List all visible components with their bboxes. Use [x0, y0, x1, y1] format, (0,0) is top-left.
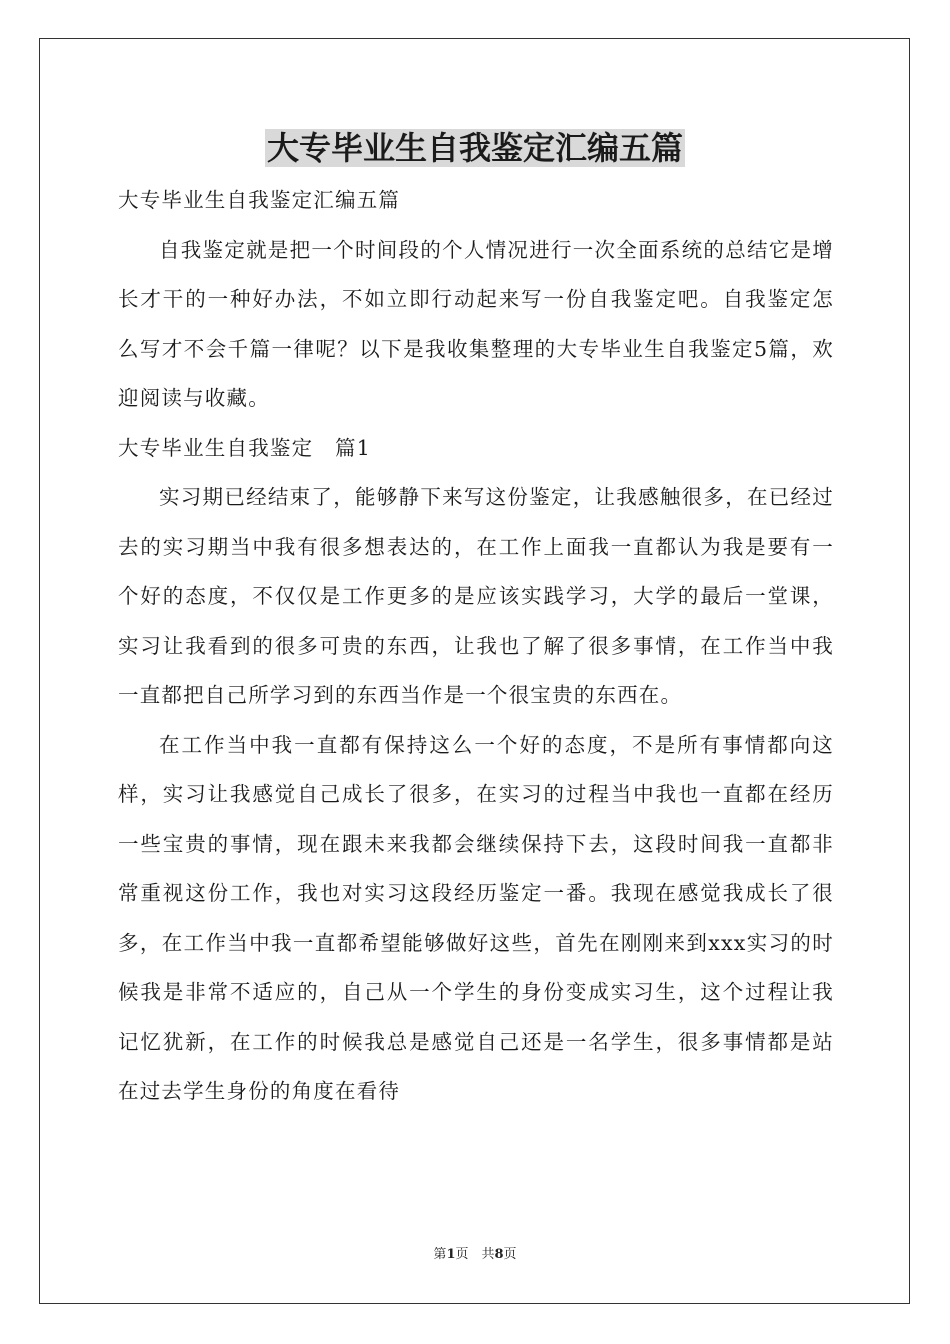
document-title	[0, 126, 950, 170]
footer-suffix: 页	[503, 1247, 517, 1262]
body-paragraph: 实习期已经结束了，能够静下来写这份鉴定，让我感触很多，在已经过去的实习期当中我有很多想表达的，在工作上面我一直都认为我是要有一个好的态度，不仅仅是工作更多的是应该实践学习，大学的最后一堂课，实习让我看到的很多可贵的东西，让我也了解了很多事情，在工作当中我一直都把自己所学习到的东西当作是一个很宝贵的东西在。	[118, 485, 834, 707]
footer-mid: 页 共	[455, 1247, 495, 1262]
footer-total-pages: 8	[494, 1247, 504, 1262]
page-footer	[0, 1246, 950, 1264]
intro-paragraph: 自我鉴定就是把一个时间段的个人情况进行一次全面系统的总结它是增长才干的一种好办法，不如立即行动起来写一份自我鉴定吧。自我鉴定怎么写才不会千篇一律呢？以下是我收集整理的大专毕业生自我鉴定5篇，欢迎阅读与收藏。	[118, 237, 834, 410]
document-subtitle: 大专毕业生自我鉴定汇编五篇	[118, 188, 401, 212]
footer-prefix: 第	[433, 1247, 447, 1262]
document-title-text: 大专毕业生自我鉴定汇编五篇	[266, 129, 683, 167]
footer-page-number: 1	[446, 1247, 456, 1262]
document-body	[118, 176, 834, 1117]
body-paragraph: 在工作当中我一直都有保持这么一个好的态度，不是所有事情都向这样，实习让我感觉自己成长了很多，在实习的过程当中我也一直都在经历一些宝贵的事情，现在跟未来我都会继续保持下去，这段时间我一直都非常重视这份工作，我也对实习这段经历鉴定一番。我现在感觉我成长了很多，在工作当中我一直都希望能够做好这些，首先在刚刚来到xxx实习的时候我是非常不适应的，自己从一个学生的身份变成实习生，这个过程让我记忆犹新，在工作的时候我总是感觉自己还是一名学生，很多事情都是站在过去学生身份的角度在看待	[118, 732, 834, 1103]
section-heading: 大专毕业生自我鉴定 篇1	[118, 435, 371, 460]
